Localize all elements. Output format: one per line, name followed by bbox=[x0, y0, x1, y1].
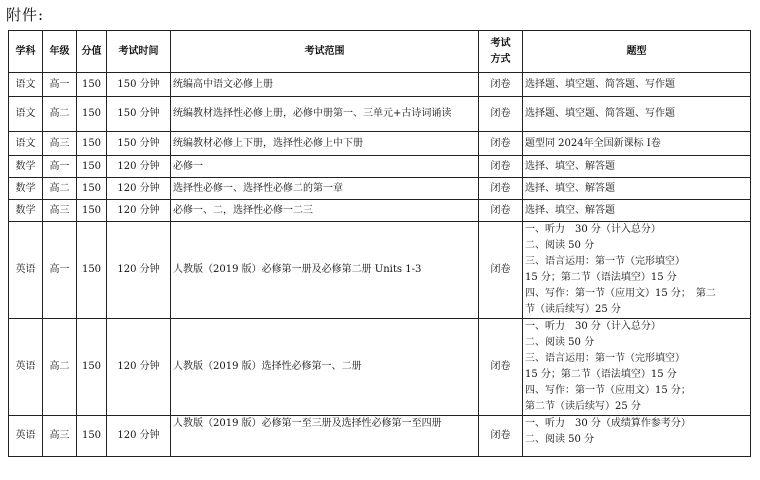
col-grade: 年级 bbox=[43, 31, 77, 73]
cell-grade: 高二 bbox=[43, 97, 77, 132]
cell-types bbox=[523, 200, 751, 222]
cell-types bbox=[523, 132, 751, 156]
cell-grade: 高三 bbox=[43, 200, 77, 222]
table-row bbox=[9, 156, 751, 178]
cell-scope: 人教版（2019 版）选择性必修第一、二册 bbox=[171, 319, 479, 416]
cell-score: 150 bbox=[77, 156, 107, 178]
cell-scope: 统编高中语文必修上册 bbox=[171, 73, 479, 97]
cell-time: 120 分钟 bbox=[107, 156, 171, 178]
cell-score: 150 bbox=[77, 73, 107, 97]
type-line: 一、听力 30 分（计入总分） bbox=[525, 321, 661, 332]
type-line: 二、阅读 50 分 bbox=[525, 240, 595, 251]
cell-score: 150 bbox=[77, 319, 107, 416]
cell-score: 150 bbox=[77, 222, 107, 319]
cell-time: 120 分钟 bbox=[107, 416, 171, 457]
cell-method: 闭卷 bbox=[479, 97, 523, 132]
cell-score: 150 bbox=[77, 178, 107, 200]
table-row bbox=[9, 97, 751, 132]
attachment-heading: 附件: bbox=[6, 6, 45, 24]
cell-time: 150 分钟 bbox=[107, 132, 171, 156]
cell-types bbox=[523, 97, 751, 132]
cell-subject: 语文 bbox=[9, 73, 43, 97]
table-row bbox=[9, 178, 751, 200]
cell-method: 闭卷 bbox=[479, 178, 523, 200]
cell-subject: 数学 bbox=[9, 178, 43, 200]
cell-types bbox=[523, 178, 751, 200]
type-line: 二、阅读 50 分 bbox=[525, 337, 595, 348]
cell-types bbox=[523, 416, 751, 457]
type-line: 一、听力 30 分（成绩算作参考分） bbox=[525, 418, 691, 429]
cell-score: 150 bbox=[77, 200, 107, 222]
cell-time: 120 分钟 bbox=[107, 319, 171, 416]
cell-time: 120 分钟 bbox=[107, 178, 171, 200]
cell-grade: 高一 bbox=[43, 156, 77, 178]
col-score: 分值 bbox=[77, 31, 107, 73]
cell-grade: 高二 bbox=[43, 178, 77, 200]
cell-types bbox=[523, 156, 751, 178]
cell-score: 150 bbox=[77, 97, 107, 132]
cell-method: 闭卷 bbox=[479, 132, 523, 156]
table-row bbox=[9, 132, 751, 156]
type-line: 三、语言运用：第一节（完形填空） bbox=[525, 256, 685, 267]
cell-time: 150 分钟 bbox=[107, 97, 171, 132]
cell-types bbox=[523, 222, 751, 319]
cell-subject: 英语 bbox=[9, 319, 43, 416]
type-line: 四、写作：第一节（应用文）15 分； bbox=[525, 385, 691, 396]
type-line: 选择、填空、解答题 bbox=[525, 204, 615, 216]
cell-grade: 高三 bbox=[43, 132, 77, 156]
cell-time: 120 分钟 bbox=[107, 222, 171, 319]
cell-subject: 英语 bbox=[9, 416, 43, 457]
table-row bbox=[9, 222, 751, 319]
col-scope: 考试范围 bbox=[171, 31, 479, 73]
type-line: 选择题、填空题、简答题、写作题 bbox=[525, 78, 675, 90]
cell-grade: 高三 bbox=[43, 416, 77, 457]
header-row bbox=[9, 31, 751, 73]
cell-method: 闭卷 bbox=[479, 319, 523, 416]
exam-schedule-table bbox=[8, 30, 751, 457]
type-line: 选择、填空、解答题 bbox=[525, 182, 615, 194]
cell-subject: 语文 bbox=[9, 132, 43, 156]
type-line: 选择题、填空题、简答题、写作题 bbox=[525, 108, 675, 119]
cell-subject: 数学 bbox=[9, 156, 43, 178]
table-row bbox=[9, 200, 751, 222]
cell-scope: 选择性必修一、选择性必修二的第一章 bbox=[171, 178, 479, 200]
cell-scope: 统编教材选择性必修上册，必修中册第一、三单元+古诗词诵读 bbox=[171, 97, 479, 132]
col-method: 考试 方式 bbox=[479, 31, 523, 73]
cell-scope: 统编教材必修上下册，选择性必修上中下册 bbox=[171, 132, 479, 156]
cell-method: 闭卷 bbox=[479, 73, 523, 97]
col-time: 考试时间 bbox=[107, 31, 171, 73]
cell-grade: 高二 bbox=[43, 319, 77, 416]
cell-subject: 英语 bbox=[9, 222, 43, 319]
cell-grade: 高一 bbox=[43, 73, 77, 97]
type-line: 15 分；第二节（语法填空）15 分 bbox=[525, 369, 677, 380]
cell-time: 120 分钟 bbox=[107, 200, 171, 222]
cell-scope: 人教版（2019 版）必修第一至三册及选择性必修第一至四册 bbox=[171, 416, 479, 457]
cell-grade: 高一 bbox=[43, 222, 77, 319]
col-types: 题型 bbox=[523, 31, 751, 73]
type-line: 题型同 2024年全国新课标 Ⅰ卷 bbox=[525, 137, 661, 149]
cell-time: 150 分钟 bbox=[107, 73, 171, 97]
cell-types bbox=[523, 319, 751, 416]
cell-subject: 数学 bbox=[9, 200, 43, 222]
cell-scope: 必修一 bbox=[171, 156, 479, 178]
type-line: 三、语言运用：第一节（完形填空） bbox=[525, 353, 685, 364]
col-subject: 学科 bbox=[9, 31, 43, 73]
type-line: 第二节（读后续写）25 分 bbox=[525, 401, 641, 412]
cell-scope: 人教版（2019 版）必修第一册及必修第二册 Units 1-3 bbox=[171, 222, 479, 319]
table-row bbox=[9, 416, 751, 457]
type-line: 15 分；第二节（语法填空）15 分 bbox=[525, 272, 677, 283]
type-line: 选择、填空、解答题 bbox=[525, 160, 615, 172]
cell-types bbox=[523, 73, 751, 97]
cell-score: 150 bbox=[77, 416, 107, 457]
type-line: 一、听力 30 分（计入总分） bbox=[525, 224, 661, 235]
type-line: 节（读后续写）25 分 bbox=[525, 304, 621, 315]
type-line: 二、阅读 50 分 bbox=[525, 434, 595, 445]
table-row bbox=[9, 319, 751, 416]
cell-subject: 语文 bbox=[9, 97, 43, 132]
type-line: 四、写作：第一节（应用文）15 分； 第二 bbox=[525, 288, 716, 299]
cell-method: 闭卷 bbox=[479, 222, 523, 319]
cell-method: 闭卷 bbox=[479, 416, 523, 457]
cell-method: 闭卷 bbox=[479, 200, 523, 222]
cell-method: 闭卷 bbox=[479, 156, 523, 178]
table-row bbox=[9, 73, 751, 97]
cell-scope: 必修一、二，选择性必修一二三 bbox=[171, 200, 479, 222]
cell-score: 150 bbox=[77, 132, 107, 156]
